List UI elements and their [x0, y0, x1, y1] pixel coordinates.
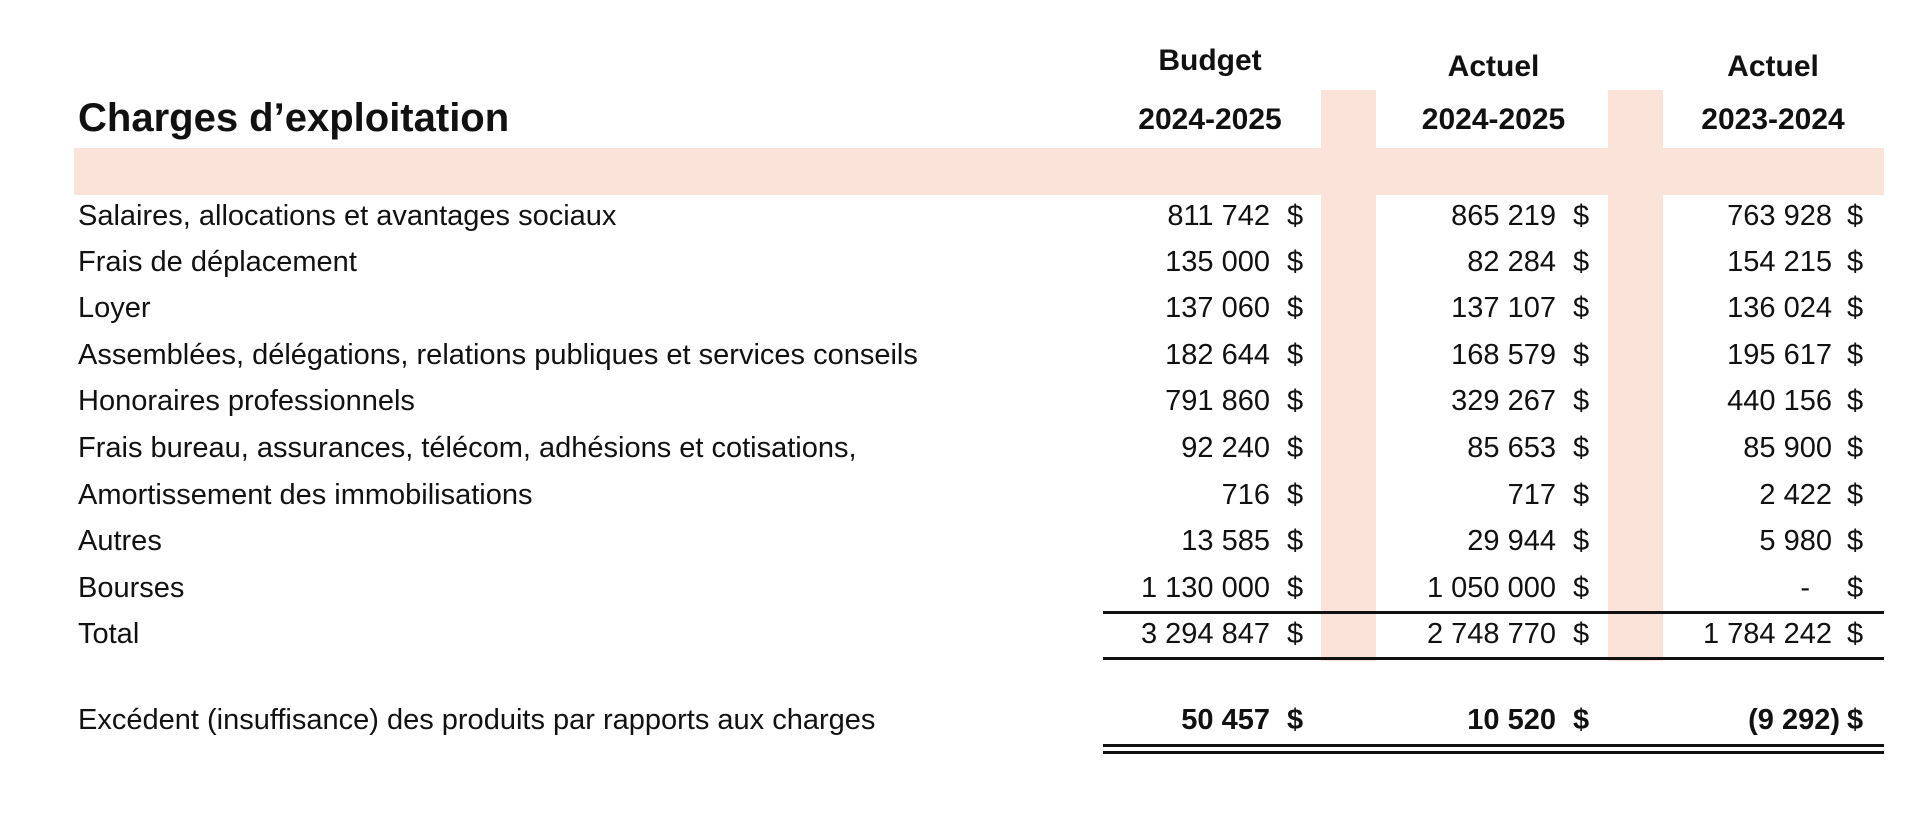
value-actuel-prev: - — [1800, 572, 1810, 604]
currency-symbol: $ — [1287, 479, 1304, 511]
double-underline-top — [1103, 744, 1884, 747]
total-label: Total — [78, 618, 140, 650]
value-actuel: 85 653 — [1467, 432, 1556, 464]
value-actuel-prev: 5 980 — [1759, 525, 1832, 557]
table-row — [0, 246, 1920, 292]
value-actuel-prev: 2 422 — [1759, 479, 1832, 511]
double-underline-bottom — [1103, 751, 1884, 754]
currency-symbol: $ — [1573, 572, 1590, 604]
column-header-actuel-label: Actuel — [1447, 50, 1540, 83]
value-actuel-prev: 154 215 — [1727, 246, 1832, 278]
value-actuel: 29 944 — [1467, 525, 1556, 557]
currency-symbol: $ — [1287, 572, 1304, 604]
row-label: Salaires, allocations et avantages sociaux — [78, 200, 617, 232]
value-actuel-prev: 440 156 — [1727, 385, 1832, 417]
currency-symbol: $ — [1287, 525, 1304, 557]
currency-symbol: $ — [1573, 246, 1590, 278]
value-budget: 811 742 — [1167, 200, 1270, 232]
page-title: Charges d’exploitation — [78, 96, 510, 140]
row-label: Bourses — [78, 572, 185, 604]
currency-symbol: $ — [1287, 618, 1304, 650]
excedent-budget: 50 457 — [1181, 704, 1270, 736]
currency-symbol: $ — [1287, 432, 1304, 464]
table-row — [0, 479, 1920, 525]
excedent-label: Excédent (insuffisance) des produits par rapports aux charges — [78, 704, 876, 736]
excedent-actuel: 10 520 — [1467, 704, 1556, 736]
currency-symbol: $ — [1573, 339, 1590, 371]
currency-symbol: $ — [1573, 704, 1590, 736]
total-actuel: 2 748 770 — [1426, 618, 1556, 650]
currency-symbol: $ — [1847, 479, 1864, 511]
currency-symbol: $ — [1287, 704, 1304, 736]
row-label: Frais bureau, assurances, télécom, adhésions et cotisations, — [78, 432, 857, 464]
table-row — [0, 292, 1920, 338]
currency-symbol: $ — [1573, 618, 1590, 650]
value-actuel: 717 — [1507, 479, 1556, 511]
value-budget: 92 240 — [1181, 432, 1270, 464]
value-actuel-prev: 763 928 — [1727, 200, 1832, 232]
column-header-actuel-prev-label: Actuel — [1727, 50, 1819, 83]
currency-symbol: $ — [1573, 525, 1590, 557]
currency-symbol: $ — [1573, 479, 1590, 511]
row-label: Honoraires professionnels — [78, 385, 415, 417]
currency-symbol: $ — [1847, 572, 1864, 604]
value-actuel: 1 050 000 — [1426, 572, 1556, 604]
table-row — [0, 525, 1920, 571]
table-row — [0, 432, 1920, 478]
table-row — [0, 339, 1920, 385]
value-budget: 716 — [1221, 479, 1270, 511]
value-actuel-prev: 136 024 — [1727, 292, 1832, 324]
row-label: Assemblées, délégations, relations publiques et services conseils — [78, 339, 918, 371]
total-top-rule — [1103, 611, 1884, 614]
row-label: Amortissement des immobilisations — [78, 479, 533, 511]
currency-symbol: $ — [1847, 525, 1864, 557]
value-actuel: 329 267 — [1451, 385, 1556, 417]
currency-symbol: $ — [1287, 385, 1304, 417]
currency-symbol: $ — [1847, 385, 1864, 417]
value-budget: 1 130 000 — [1140, 572, 1270, 604]
total-budget: 3 294 847 — [1140, 618, 1270, 650]
value-budget: 182 644 — [1165, 339, 1270, 371]
currency-symbol: $ — [1847, 618, 1864, 650]
currency-symbol: $ — [1847, 200, 1864, 232]
currency-symbol: $ — [1847, 432, 1864, 464]
column-header-actuel-prev-year: 2023-2024 — [1701, 103, 1845, 136]
row-label: Loyer — [78, 292, 151, 324]
currency-symbol: $ — [1287, 246, 1304, 278]
currency-symbol: $ — [1287, 339, 1304, 371]
value-budget: 137 060 — [1165, 292, 1270, 324]
currency-symbol: $ — [1573, 200, 1590, 232]
row-label: Frais de déplacement — [78, 246, 357, 278]
currency-symbol: $ — [1847, 292, 1864, 324]
total-bottom-rule — [1103, 657, 1884, 660]
value-budget: 135 000 — [1165, 246, 1270, 278]
currency-symbol: $ — [1287, 292, 1304, 324]
value-actuel: 82 284 — [1467, 246, 1556, 278]
currency-symbol: $ — [1573, 385, 1590, 417]
currency-symbol: $ — [1847, 704, 1864, 736]
row-label: Autres — [78, 525, 162, 557]
value-budget: 791 860 — [1165, 385, 1270, 417]
table-row — [0, 200, 1920, 246]
currency-symbol: $ — [1573, 292, 1590, 324]
value-actuel: 168 579 — [1451, 339, 1556, 371]
value-actuel: 865 219 — [1451, 200, 1556, 232]
currency-symbol: $ — [1287, 200, 1304, 232]
value-actuel-prev: 85 900 — [1743, 432, 1832, 464]
value-budget: 13 585 — [1181, 525, 1270, 557]
value-actuel-prev: 195 617 — [1727, 339, 1832, 371]
column-header-actuel-year: 2024-2025 — [1421, 103, 1566, 136]
currency-symbol: $ — [1847, 246, 1864, 278]
value-actuel: 137 107 — [1451, 292, 1556, 324]
total-actuel-prev: 1 784 242 — [1702, 618, 1832, 650]
table-row — [0, 385, 1920, 431]
excedent-actuel-prev: (9 292) — [1748, 704, 1840, 736]
column-header-budget-year: 2024-2025 — [1138, 103, 1282, 136]
currency-symbol: $ — [1573, 432, 1590, 464]
currency-symbol: $ — [1847, 339, 1864, 371]
column-header-budget-label: Budget — [1158, 44, 1262, 77]
